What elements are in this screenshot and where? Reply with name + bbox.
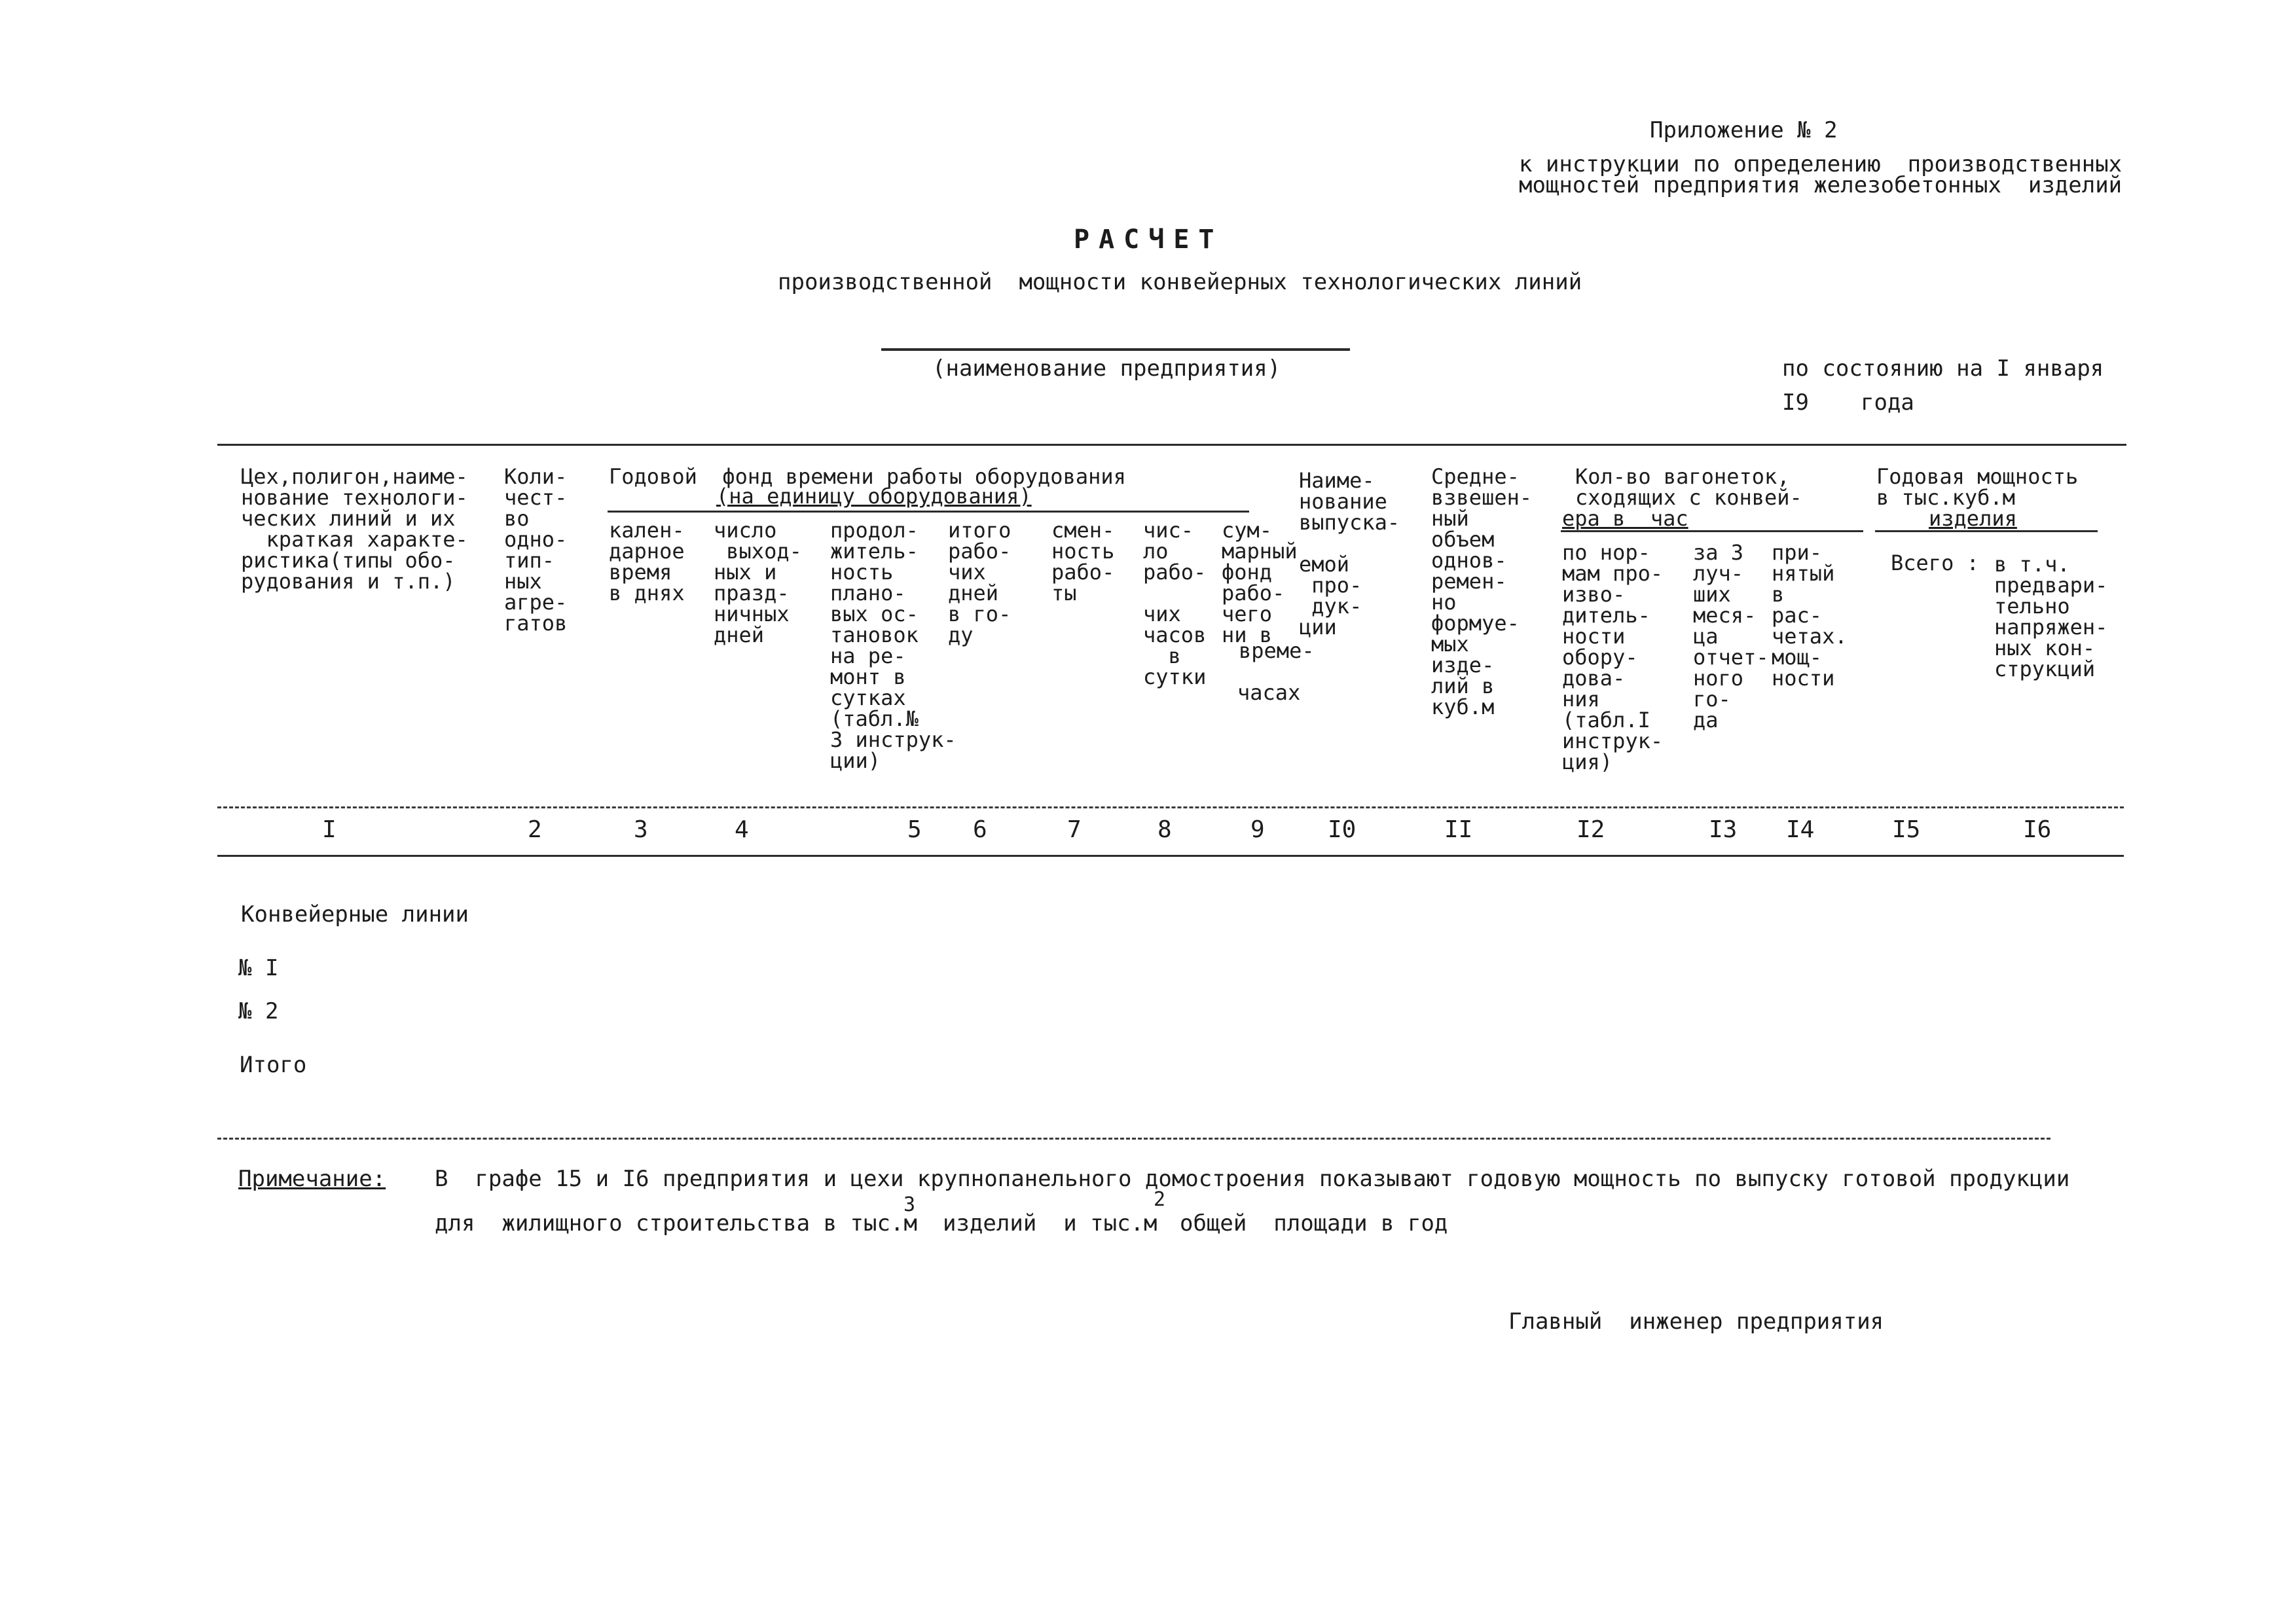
header-col-12: по нор- мам про- изво- дитель- ности обору- дова- ния (табл.I инструк- ция) — [1562, 540, 1664, 774]
header-col-5: продол- житель- ность плано- вых ос- тановок на ре- монт в сутках (табл.№ 3 инструк- ции) — [830, 518, 957, 773]
header-col-15: Всего : — [1891, 550, 1979, 575]
header-col-10: Наиме- нование выпуска- емой про- дук- ции — [1299, 468, 1400, 640]
header-group-wagon-2: сходящих с конвей- — [1575, 485, 1802, 510]
header-col-14: при- нятый в рас- четах. мощ- ности — [1772, 540, 1848, 691]
note-line-1: В графе 15 и I6 предприятия и цехи крупнопанельного домостроения показывают годовую мощность по выпуску готовой продукции — [435, 1166, 2070, 1192]
col-number: 3 — [634, 816, 648, 843]
note-line-2c: общей площади в год — [1180, 1210, 1448, 1236]
header-col-8: чис- ло рабо- чих часов в сутки — [1143, 518, 1207, 689]
document-subtitle: производственной мощности конвейерных технологических линий — [778, 269, 1582, 295]
header-col-4: число выход- ных и празд- ничных дней — [714, 518, 802, 647]
col-number: 2 — [528, 816, 542, 843]
col-number: 9 — [1250, 816, 1265, 843]
table-bottom-rule — [217, 1138, 2050, 1140]
appendix-number: Приложение № 2 — [1650, 117, 1838, 143]
note-line-2b: изделий и тыс.м — [943, 1210, 1157, 1236]
col-number: 4 — [735, 816, 749, 843]
header-group-power: Годовая мощность — [1876, 464, 2079, 489]
row-label: Конвейерные линии — [241, 901, 469, 928]
numbers-bottom-rule — [217, 855, 2124, 857]
header-col-9: сум- марный фонд рабо- чего ни в — [1222, 518, 1298, 647]
numbers-top-rule — [217, 806, 2124, 808]
col-number: I — [322, 816, 337, 843]
header-col-9-extra: време- — [1239, 638, 1315, 663]
col-number: I3 — [1709, 816, 1738, 843]
header-col-6: итого рабо- чих дней в го- ду — [948, 518, 1011, 647]
header-col-16: в т.ч. предвари- тельно напряжен- ных кон- струкций — [1994, 552, 2108, 681]
col-number: I0 — [1328, 816, 1357, 843]
header-col-11: Средне- взвешен- ный объем однов- ремен- но формуе- мых изде- лий в куб.м — [1431, 464, 1533, 719]
note-line-2a: для жилищного строительства в тыс.м — [435, 1210, 917, 1236]
header-group-fund: Годовой фонд времени работы оборудования — [609, 464, 1126, 489]
header-col-9-hours: часах — [1237, 680, 1301, 705]
state-year: I9 — [1782, 389, 1809, 416]
col-number: I4 — [1786, 816, 1815, 843]
appendix-ref-line1: к инструкции по определению производственных — [1519, 151, 2123, 177]
header-col-1: Цех,полигон,наиме- нование технологи- ческих линий и их краткая характе- ристика(типы обо- рудования и т.п.) — [241, 464, 468, 594]
fund-group-rule — [608, 511, 1249, 513]
appendix-ref-line2: мощностей предприятия железобетонных изделий — [1519, 172, 2123, 198]
header-group-fund-sub: (на единицу оборудования) — [716, 484, 1032, 509]
col-number: I5 — [1892, 816, 1921, 843]
row-label: № 2 — [238, 998, 279, 1024]
note-label: Примечание: — [238, 1166, 386, 1192]
power-group-rule — [1875, 530, 2098, 532]
header-group-wagon-3: ера в час — [1562, 506, 1688, 531]
enterprise-name-line — [881, 348, 1350, 351]
col-number: I2 — [1576, 816, 1605, 843]
document-title: РАСЧЕТ — [1074, 225, 1224, 255]
header-col-2: Коли- чест- во одно- тип- ных агре- гатов — [504, 464, 568, 636]
state-date: по состоянию на I января — [1782, 355, 2104, 382]
col-number: 7 — [1067, 816, 1082, 843]
row-label: № I — [238, 955, 279, 981]
header-group-wagon: Кол-во вагонеток, — [1575, 464, 1790, 489]
enterprise-caption: (наименование предприятия) — [932, 355, 1281, 382]
col-number: 8 — [1157, 816, 1172, 843]
note-superscript-3: 3 — [903, 1193, 916, 1216]
state-year-word: года — [1861, 389, 1914, 416]
col-number: I6 — [2023, 816, 2052, 843]
note-superscript-2: 2 — [1154, 1188, 1166, 1211]
col-number: 6 — [973, 816, 987, 843]
header-col-3: кален- дарное время в днях — [609, 518, 685, 605]
table-top-rule — [217, 444, 2126, 446]
row-label: Итого — [240, 1052, 307, 1078]
wagon-group-rule — [1561, 530, 1863, 532]
header-group-power-3: изделия — [1929, 506, 2017, 531]
header-group-power-2: в тыс.куб.м — [1876, 485, 2015, 510]
col-number: II — [1444, 816, 1473, 843]
header-col-13: за 3 луч- ших меся- ца отчет- ного го- да — [1693, 540, 1769, 732]
col-number: 5 — [907, 816, 922, 843]
signature-line: Главный инженер предприятия — [1508, 1308, 1884, 1335]
header-col-7: смен- ность рабо- ты — [1051, 518, 1115, 605]
